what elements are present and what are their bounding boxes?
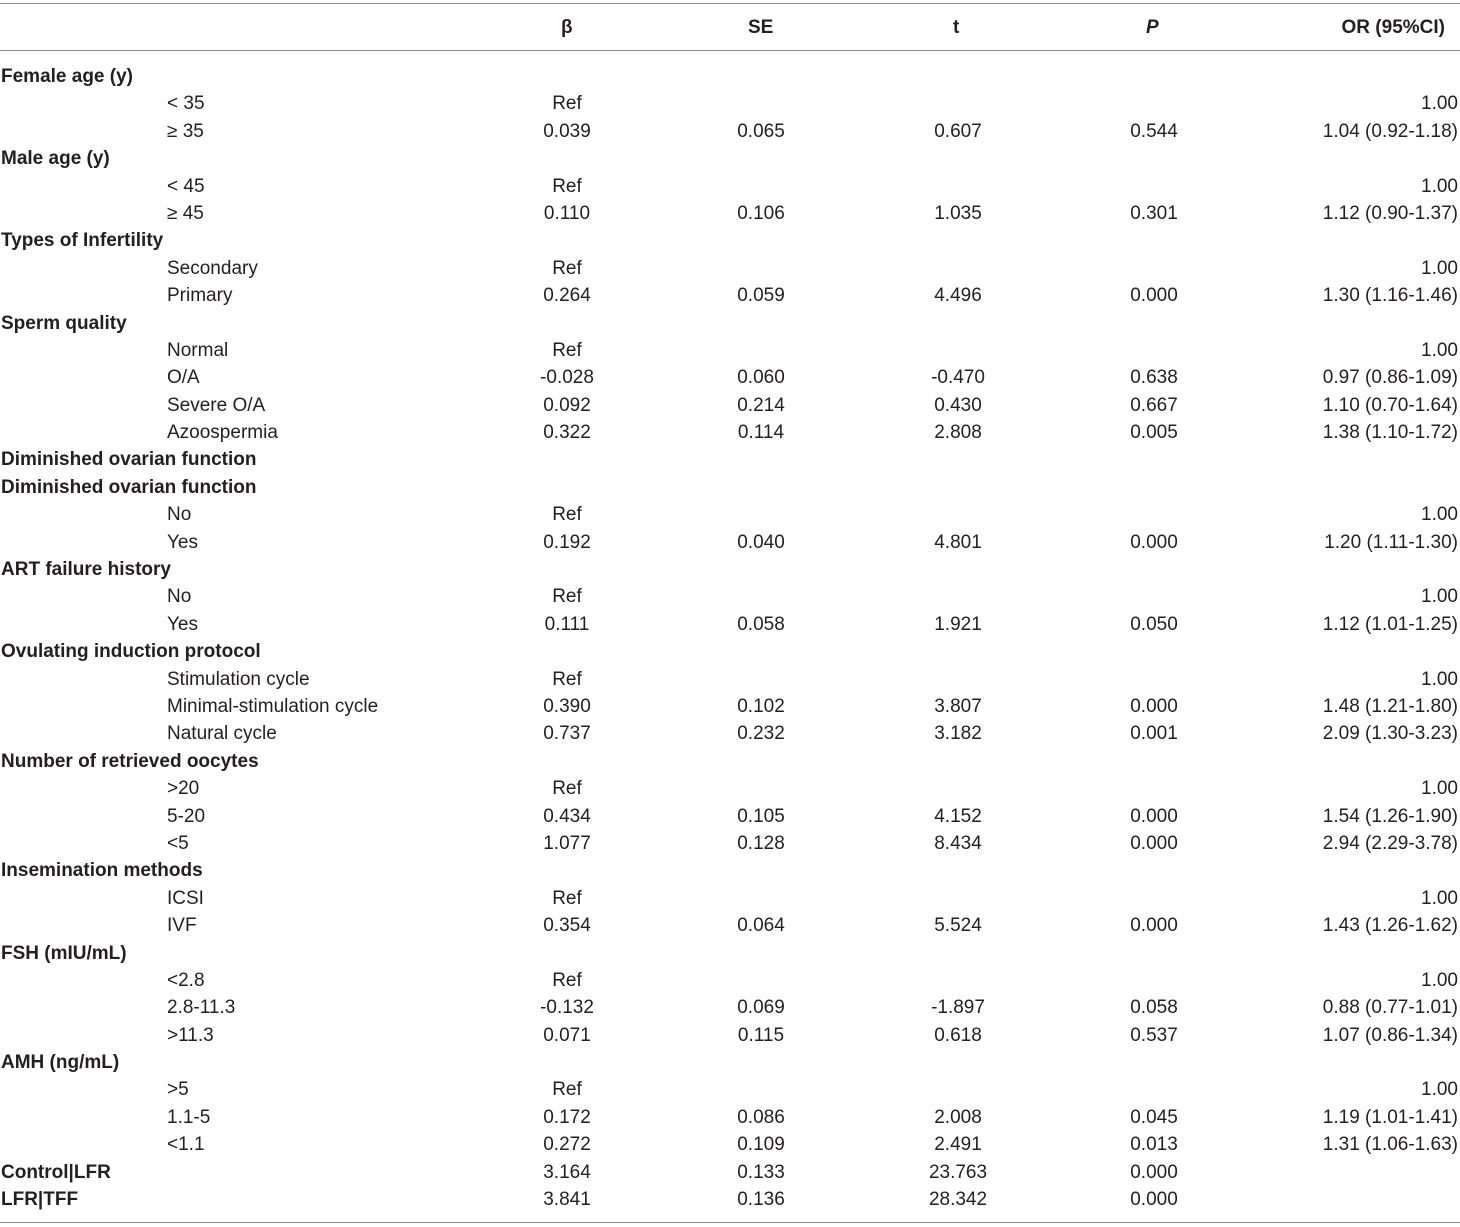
se-cell: 0.060 bbox=[737, 367, 785, 389]
table-row bbox=[0, 173, 1460, 200]
group-label: ART failure history bbox=[1, 559, 171, 581]
row-label: ICSI bbox=[167, 887, 204, 909]
row-label: Normal bbox=[167, 339, 229, 361]
table-group-row bbox=[0, 474, 1460, 501]
se-cell: 0.105 bbox=[737, 805, 785, 827]
table-row bbox=[0, 583, 1460, 610]
header-or: OR (95%CI) bbox=[1341, 17, 1445, 38]
or-cell: 0.97 (0.86-1.09) bbox=[1322, 367, 1458, 389]
p-cell: 0.000 bbox=[1130, 1189, 1178, 1211]
t-cell: 0.607 bbox=[934, 120, 982, 142]
p-cell: 0.000 bbox=[1130, 285, 1178, 307]
beta-cell: Ref bbox=[552, 175, 582, 197]
beta-cell: Ref bbox=[552, 339, 582, 361]
beta-cell: Ref bbox=[552, 887, 582, 909]
se-cell: 0.040 bbox=[737, 531, 785, 553]
se-cell: 0.232 bbox=[737, 723, 785, 745]
se-cell: 0.102 bbox=[737, 695, 785, 717]
se-cell: 0.106 bbox=[737, 202, 785, 224]
or-cell: 1.20 (1.11-1.30) bbox=[1324, 531, 1458, 553]
p-cell: 0.544 bbox=[1130, 120, 1178, 142]
t-cell: 4.496 bbox=[934, 285, 982, 307]
t-cell: 3.182 bbox=[934, 723, 982, 745]
se-cell: 0.109 bbox=[737, 1134, 785, 1156]
or-cell: 1.00 bbox=[1421, 257, 1458, 279]
p-cell: 0.000 bbox=[1130, 805, 1178, 827]
or-cell: 1.00 bbox=[1421, 778, 1458, 800]
beta-cell: Ref bbox=[552, 969, 582, 991]
se-cell: 0.064 bbox=[737, 915, 785, 937]
row-label: ≥ 35 bbox=[167, 120, 204, 142]
or-cell: 1.30 (1.16-1.46) bbox=[1322, 285, 1458, 307]
p-cell: 0.058 bbox=[1130, 997, 1178, 1019]
se-cell: 0.058 bbox=[737, 613, 785, 635]
or-cell: 1.19 (1.01-1.41) bbox=[1322, 1106, 1458, 1128]
table-row bbox=[0, 1159, 1460, 1186]
p-cell: 0.537 bbox=[1130, 1024, 1178, 1046]
or-cell: 1.38 (1.10-1.72) bbox=[1322, 422, 1458, 444]
row-label: Control|LFR bbox=[1, 1161, 111, 1183]
table-row bbox=[0, 501, 1460, 528]
beta-cell: -0.132 bbox=[540, 997, 594, 1019]
p-cell: 0.000 bbox=[1130, 695, 1178, 717]
table-row bbox=[0, 967, 1460, 994]
row-label: 5-20 bbox=[167, 805, 206, 827]
row-label: 2.8-11.3 bbox=[167, 997, 236, 1019]
or-cell: 1.54 (1.26-1.90) bbox=[1322, 805, 1458, 827]
table-row bbox=[0, 693, 1460, 720]
table-row bbox=[0, 994, 1460, 1021]
group-label: Male age (y) bbox=[1, 148, 110, 170]
table-group-row bbox=[0, 638, 1460, 665]
beta-cell: 0.110 bbox=[543, 202, 591, 224]
t-cell: 1.921 bbox=[934, 613, 982, 635]
table-row bbox=[0, 282, 1460, 309]
header-p: P bbox=[1146, 17, 1159, 38]
row-label: Yes bbox=[167, 531, 198, 553]
p-cell: 0.013 bbox=[1130, 1134, 1178, 1156]
table-body bbox=[0, 63, 1460, 1213]
row-label: >20 bbox=[167, 778, 200, 800]
row-label: LFR|TFF bbox=[1, 1189, 79, 1211]
or-cell: 1.04 (0.92-1.18) bbox=[1322, 120, 1458, 142]
table-group-row bbox=[0, 556, 1460, 583]
table-row bbox=[0, 337, 1460, 364]
group-label: Number of retrieved oocytes bbox=[1, 750, 259, 772]
or-cell: 1.00 bbox=[1421, 504, 1458, 526]
p-cell: 0.667 bbox=[1130, 394, 1178, 416]
t-cell: 2.491 bbox=[934, 1134, 982, 1156]
table-row bbox=[0, 364, 1460, 391]
beta-cell: 3.164 bbox=[543, 1161, 591, 1183]
p-cell: 0.000 bbox=[1130, 1161, 1178, 1183]
t-cell: 23.763 bbox=[928, 1161, 988, 1183]
group-label: AMH (ng/mL) bbox=[1, 1052, 120, 1074]
t-cell: 28.342 bbox=[928, 1189, 988, 1211]
row-label: Stimulation cycle bbox=[167, 668, 310, 690]
header-t: t bbox=[953, 17, 960, 38]
t-cell: -0.470 bbox=[931, 367, 985, 389]
table-group-row bbox=[0, 446, 1460, 473]
se-cell: 0.114 bbox=[737, 422, 785, 444]
group-label: Insemination methods bbox=[1, 860, 203, 882]
beta-cell: 0.390 bbox=[543, 695, 591, 717]
beta-cell: Ref bbox=[552, 93, 582, 115]
group-label: Female age (y) bbox=[1, 66, 133, 87]
p-cell: 0.045 bbox=[1130, 1106, 1178, 1128]
p-cell: 0.000 bbox=[1130, 832, 1178, 854]
table-group-row bbox=[0, 63, 1460, 90]
table-header-row bbox=[0, 4, 1460, 50]
beta-cell: Ref bbox=[552, 668, 582, 690]
se-cell: 0.136 bbox=[737, 1189, 785, 1211]
table-group-row bbox=[0, 940, 1460, 967]
beta-cell: 0.264 bbox=[543, 285, 591, 307]
table-row bbox=[0, 90, 1460, 117]
beta-cell: 1.077 bbox=[543, 832, 591, 854]
table-row bbox=[0, 392, 1460, 419]
row-label: >11.3 bbox=[167, 1024, 214, 1046]
or-cell: 1.00 bbox=[1421, 175, 1458, 197]
row-label: 1.1-5 bbox=[167, 1106, 211, 1128]
or-cell: 1.00 bbox=[1421, 1079, 1458, 1101]
row-label: <1.1 bbox=[167, 1134, 205, 1156]
or-cell: 1.12 (1.01-1.25) bbox=[1322, 613, 1458, 635]
beta-cell: Ref bbox=[552, 778, 582, 800]
table-row bbox=[0, 1104, 1460, 1131]
row-label: Azoospermia bbox=[167, 422, 278, 444]
table-group-row bbox=[0, 227, 1460, 254]
group-label: FSH (mIU/mL) bbox=[1, 942, 127, 964]
table-row bbox=[0, 419, 1460, 446]
beta-cell: -0.028 bbox=[540, 367, 594, 389]
beta-cell: 0.111 bbox=[544, 613, 590, 635]
row-label: < 35 bbox=[167, 93, 205, 115]
beta-cell: 0.071 bbox=[543, 1024, 591, 1046]
beta-cell: Ref bbox=[552, 586, 582, 608]
p-cell: 0.638 bbox=[1130, 367, 1178, 389]
row-label: >5 bbox=[167, 1079, 189, 1101]
table-group-row bbox=[0, 748, 1460, 775]
table-row bbox=[0, 611, 1460, 638]
or-cell: 1.00 bbox=[1421, 339, 1458, 361]
beta-cell: Ref bbox=[552, 504, 582, 526]
t-cell: 3.807 bbox=[934, 695, 982, 717]
group-label: Ovulating induction protocol bbox=[1, 641, 261, 663]
t-cell: 4.152 bbox=[934, 805, 982, 827]
header-beta: β bbox=[561, 17, 573, 38]
row-label: O/A bbox=[167, 367, 200, 389]
table-row bbox=[0, 1186, 1460, 1213]
or-cell: 1.07 (0.86-1.34) bbox=[1322, 1024, 1458, 1046]
beta-cell: Ref bbox=[552, 1079, 582, 1101]
p-cell: 0.005 bbox=[1130, 422, 1178, 444]
table-bottom-rule bbox=[0, 1222, 1460, 1223]
t-cell: 8.434 bbox=[934, 832, 982, 854]
or-cell: 2.09 (1.30-3.23) bbox=[1322, 723, 1458, 745]
row-label: IVF bbox=[167, 915, 197, 937]
t-cell: 1.035 bbox=[934, 202, 982, 224]
or-cell: 1.00 bbox=[1421, 668, 1458, 690]
table-row bbox=[0, 200, 1460, 227]
table-row bbox=[0, 803, 1460, 830]
p-cell: 0.301 bbox=[1130, 202, 1178, 224]
row-label: <2.8 bbox=[167, 969, 205, 991]
table-row bbox=[0, 666, 1460, 693]
or-cell: 1.12 (0.90-1.37) bbox=[1322, 202, 1458, 224]
beta-cell: 0.092 bbox=[543, 394, 591, 416]
row-label: Secondary bbox=[167, 257, 258, 279]
se-cell: 0.133 bbox=[737, 1161, 785, 1183]
row-label: Severe O/A bbox=[167, 394, 266, 416]
t-cell: 5.524 bbox=[934, 915, 982, 937]
t-cell: 4.801 bbox=[934, 531, 982, 553]
t-cell: 0.618 bbox=[934, 1024, 982, 1046]
or-cell: 1.00 bbox=[1421, 93, 1458, 115]
group-label: Sperm quality bbox=[1, 312, 127, 334]
se-cell: 0.069 bbox=[737, 997, 785, 1019]
or-cell: 1.10 (0.70-1.64) bbox=[1322, 394, 1458, 416]
se-cell: 0.115 bbox=[737, 1024, 785, 1046]
table-row bbox=[0, 1076, 1460, 1103]
row-label: Yes bbox=[167, 613, 198, 635]
p-cell: 0.050 bbox=[1130, 613, 1178, 635]
p-cell: 0.001 bbox=[1130, 723, 1178, 745]
or-cell: 1.48 (1.21-1.80) bbox=[1322, 695, 1458, 717]
beta-cell: 0.039 bbox=[543, 120, 591, 142]
beta-cell: 0.192 bbox=[543, 531, 591, 553]
beta-cell: 0.272 bbox=[543, 1134, 591, 1156]
se-cell: 0.059 bbox=[737, 285, 785, 307]
table-group-row bbox=[0, 310, 1460, 337]
or-cell: 1.00 bbox=[1421, 969, 1458, 991]
table-row bbox=[0, 1131, 1460, 1158]
row-label: No bbox=[167, 586, 192, 608]
row-label: <5 bbox=[167, 832, 189, 854]
table-row bbox=[0, 885, 1460, 912]
t-cell: 2.808 bbox=[934, 422, 982, 444]
row-label: No bbox=[167, 504, 192, 526]
se-cell: 0.086 bbox=[737, 1106, 785, 1128]
row-label: < 45 bbox=[167, 175, 205, 197]
beta-cell: 3.841 bbox=[543, 1189, 591, 1211]
se-cell: 0.214 bbox=[737, 394, 785, 416]
beta-cell: 0.737 bbox=[543, 723, 591, 745]
beta-cell: Ref bbox=[552, 257, 582, 279]
group-label: Types of Infertility bbox=[1, 230, 164, 252]
se-cell: 0.065 bbox=[737, 120, 785, 142]
table-row bbox=[0, 529, 1460, 556]
row-label: Natural cycle bbox=[167, 723, 277, 745]
beta-cell: 0.322 bbox=[543, 422, 591, 444]
or-cell: 1.00 bbox=[1421, 887, 1458, 909]
table-row bbox=[0, 1022, 1460, 1049]
table-row bbox=[0, 775, 1460, 802]
row-label: ≥ 45 bbox=[167, 202, 204, 224]
p-cell: 0.000 bbox=[1130, 531, 1178, 553]
table-group-row bbox=[0, 145, 1460, 172]
or-cell: 2.94 (2.29-3.78) bbox=[1322, 832, 1458, 854]
table-group-row bbox=[0, 857, 1460, 884]
table-row bbox=[0, 255, 1460, 282]
beta-cell: 0.172 bbox=[543, 1106, 591, 1128]
beta-cell: 0.434 bbox=[543, 805, 591, 827]
or-cell: 0.88 (0.77-1.01) bbox=[1322, 997, 1458, 1019]
or-cell: 1.31 (1.06-1.63) bbox=[1322, 1134, 1458, 1156]
header-se: SE bbox=[748, 17, 774, 38]
se-cell: 0.128 bbox=[737, 832, 785, 854]
table-row bbox=[0, 830, 1460, 857]
table-row bbox=[0, 118, 1460, 145]
table-header-rule bbox=[0, 50, 1460, 51]
beta-cell: 0.354 bbox=[543, 915, 591, 937]
t-cell: 2.008 bbox=[934, 1106, 982, 1128]
row-label: Minimal-stimulation cycle bbox=[167, 695, 379, 717]
or-cell: 1.43 (1.26-1.62) bbox=[1322, 915, 1458, 937]
row-label: Primary bbox=[167, 285, 233, 307]
group-label: Diminished ovarian function bbox=[1, 449, 257, 471]
or-cell: 1.00 bbox=[1421, 586, 1458, 608]
table-row bbox=[0, 912, 1460, 939]
t-cell: -1.897 bbox=[931, 997, 985, 1019]
p-cell: 0.000 bbox=[1130, 915, 1178, 937]
t-cell: 0.430 bbox=[934, 394, 982, 416]
table-row bbox=[0, 720, 1460, 747]
table-group-row bbox=[0, 1049, 1460, 1076]
group-label: Diminished ovarian function bbox=[1, 476, 257, 498]
